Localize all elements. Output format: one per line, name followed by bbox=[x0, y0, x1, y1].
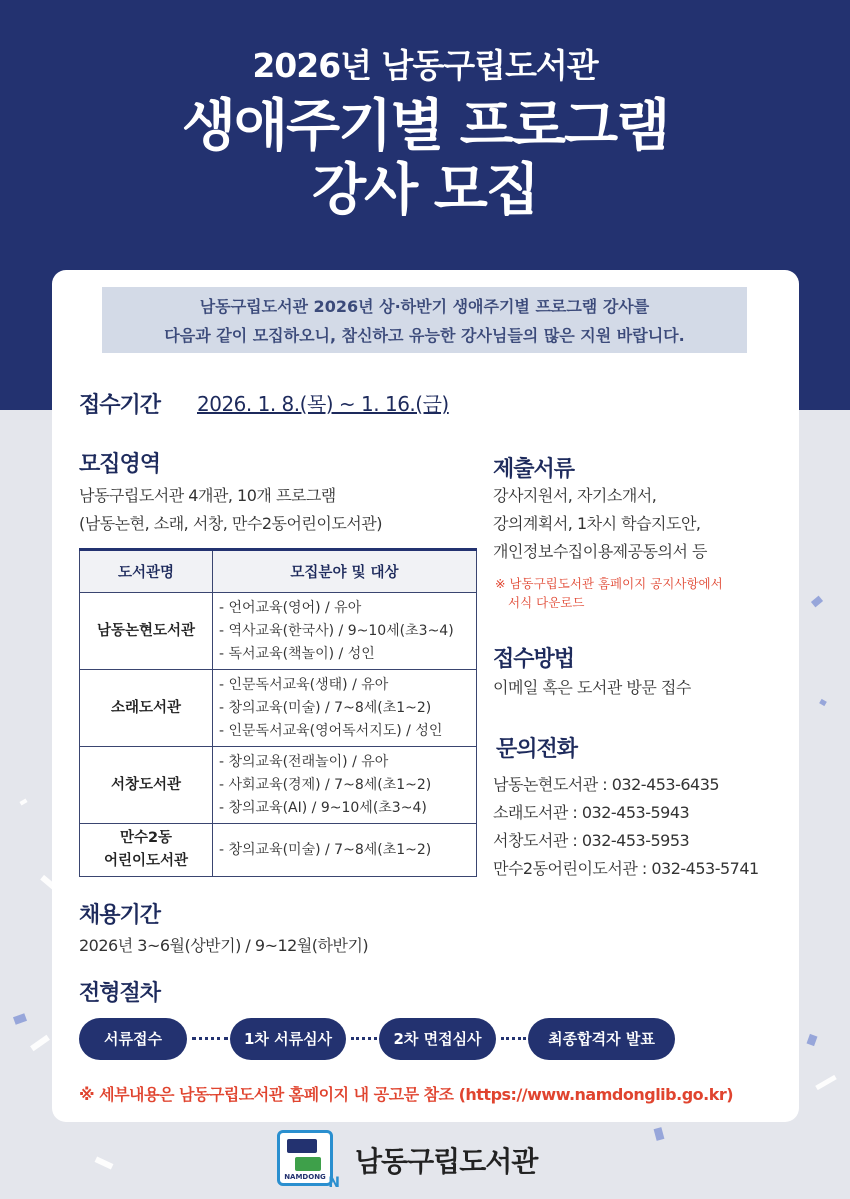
area-title: 모집영역 bbox=[79, 452, 161, 477]
library-name-text: 남동논현도서관 bbox=[96, 622, 196, 639]
documents-note-line2: 서식 다운로드 bbox=[508, 595, 585, 610]
library-name bbox=[80, 824, 213, 877]
confetti-decoration bbox=[95, 1156, 114, 1169]
confetti-decoration bbox=[815, 1075, 837, 1090]
program-list bbox=[213, 747, 477, 824]
program-item: - 창의교육(미술) / 7~8세(초1~2) bbox=[219, 699, 432, 716]
documents-list bbox=[493, 482, 707, 566]
documents-line3: 개인정보수집이용제공동의서 등 bbox=[493, 542, 707, 561]
library-name-text: 서창도서관 bbox=[110, 776, 182, 793]
table-row bbox=[80, 670, 477, 747]
contact-title: 문의전화 bbox=[496, 737, 578, 762]
logo-mark-text: NAMDONG bbox=[284, 1173, 326, 1181]
program-item: - 인문독서교육(영어독서지도) / 성인 bbox=[219, 722, 443, 739]
documents-line2: 강의계획서, 1차시 학습지도안, bbox=[493, 514, 701, 533]
table-row bbox=[80, 593, 477, 670]
contact-line: 남동논현도서관 : 032-453-6435 bbox=[493, 775, 720, 794]
area-description bbox=[79, 482, 382, 538]
program-list bbox=[213, 593, 477, 670]
confetti-decoration bbox=[807, 1034, 818, 1046]
confetti-decoration bbox=[13, 1013, 27, 1025]
logo-glyph-top bbox=[287, 1139, 317, 1153]
documents-note-line1: ※ 남동구립도서관 홈페이지 공지사항에서 bbox=[495, 576, 723, 591]
process-step-3: 2차 면접심사 bbox=[379, 1018, 496, 1060]
library-program-table bbox=[79, 548, 477, 877]
contact-line: 서창도서관 : 032-453-5953 bbox=[493, 831, 690, 850]
documents-note bbox=[495, 574, 723, 612]
header-title-line2: 강사 모집 bbox=[312, 158, 538, 223]
table-row bbox=[80, 824, 477, 877]
method-text: 이메일 혹은 도서관 방문 접수 bbox=[493, 678, 691, 697]
area-line1: 남동구립도서관 4개관, 10개 프로그램 bbox=[79, 486, 336, 505]
program-list bbox=[213, 670, 477, 747]
program-item: - 사회교육(경제) / 7~8세(초1~2) bbox=[219, 776, 432, 793]
table-header-row bbox=[80, 550, 477, 593]
confetti-decoration bbox=[19, 799, 27, 806]
header-title-line1: 생애주기별 프로그램 bbox=[181, 94, 669, 159]
process-title: 전형절차 bbox=[79, 981, 161, 1006]
process-connector bbox=[351, 1037, 377, 1041]
program-item: - 창의교육(미술) / 7~8세(초1~2) bbox=[219, 841, 432, 858]
period-title: 접수기간 bbox=[79, 393, 161, 418]
confetti-decoration bbox=[654, 1127, 665, 1141]
process-step-2: 1차 서류심사 bbox=[230, 1018, 346, 1060]
process-step-1: 서류접수 bbox=[79, 1018, 187, 1060]
table-header-library: 도서관명 bbox=[80, 550, 213, 593]
contact-list bbox=[493, 771, 759, 883]
program-item: - 독서교육(책놀이) / 성인 bbox=[219, 645, 375, 662]
process-step-4: 최종합격자 발표 bbox=[528, 1018, 675, 1060]
program-item: - 창의교육(AI) / 9~10세(초3~4) bbox=[219, 799, 427, 816]
program-item: - 역사교육(한국사) / 9~10세(초3~4) bbox=[219, 622, 454, 639]
program-list bbox=[213, 824, 477, 877]
program-item: - 인문독서교육(생태) / 유아 bbox=[219, 676, 389, 693]
period-value: 2026. 1. 8.(목) ~ 1. 16.(금) bbox=[197, 392, 449, 416]
intro-line1: 남동구립도서관 2026년 상·하반기 생애주기별 프로그램 강사를 bbox=[199, 297, 650, 316]
homepage-footnote: ※ 세부내용은 남동구립도서관 홈페이지 내 공고문 참조 (https://www.namdonglib.go.kr) bbox=[79, 1085, 734, 1104]
brand-name: 남동구립도서관 bbox=[355, 1145, 538, 1178]
hire-title: 채용기간 bbox=[79, 903, 161, 928]
confetti-decoration bbox=[811, 596, 823, 608]
poster-header bbox=[0, 40, 850, 223]
documents-title: 제출서류 bbox=[493, 457, 575, 482]
logo-mark-letter: N bbox=[328, 1175, 340, 1191]
process-connector bbox=[501, 1037, 526, 1041]
program-item: - 언어교육(영어) / 유아 bbox=[219, 599, 362, 616]
header-year-line: 2026년 남동구립도서관 bbox=[252, 46, 598, 85]
table-row bbox=[80, 747, 477, 824]
intro-box bbox=[102, 287, 747, 353]
table-header-programs: 모집분야 및 대상 bbox=[213, 550, 477, 593]
intro-line2: 다음과 같이 모집하오니, 참신하고 유능한 강사님들의 많은 지원 바랍니다. bbox=[164, 326, 685, 345]
contact-line: 만수2동어린이도서관 : 032-453-5741 bbox=[493, 859, 759, 878]
program-item: - 창의교육(전래놀이) / 유아 bbox=[219, 753, 389, 770]
library-name bbox=[80, 670, 213, 747]
confetti-decoration bbox=[30, 1035, 50, 1051]
library-name-text: 만수2동 bbox=[119, 830, 173, 846]
contact-line: 소래도서관 : 032-453-5943 bbox=[493, 803, 690, 822]
hire-text: 2026년 3~6월(상반기) / 9~12월(하반기) bbox=[79, 936, 369, 955]
content-card bbox=[52, 270, 799, 1122]
confetti-decoration bbox=[819, 699, 827, 706]
area-line2: (남동논현, 소래, 서창, 만수2동어린이도서관) bbox=[79, 514, 382, 533]
library-name bbox=[80, 747, 213, 824]
library-name-text: 어린이도서관 bbox=[103, 853, 189, 869]
documents-line1: 강사지원서, 자기소개서, bbox=[493, 486, 657, 505]
method-title: 접수방법 bbox=[493, 647, 575, 672]
process-connector bbox=[192, 1037, 228, 1041]
logo-glyph-bottom bbox=[295, 1157, 321, 1171]
library-name bbox=[80, 593, 213, 670]
library-name-text: 소래도서관 bbox=[110, 699, 182, 716]
namdong-library-logo-icon bbox=[277, 1130, 340, 1191]
